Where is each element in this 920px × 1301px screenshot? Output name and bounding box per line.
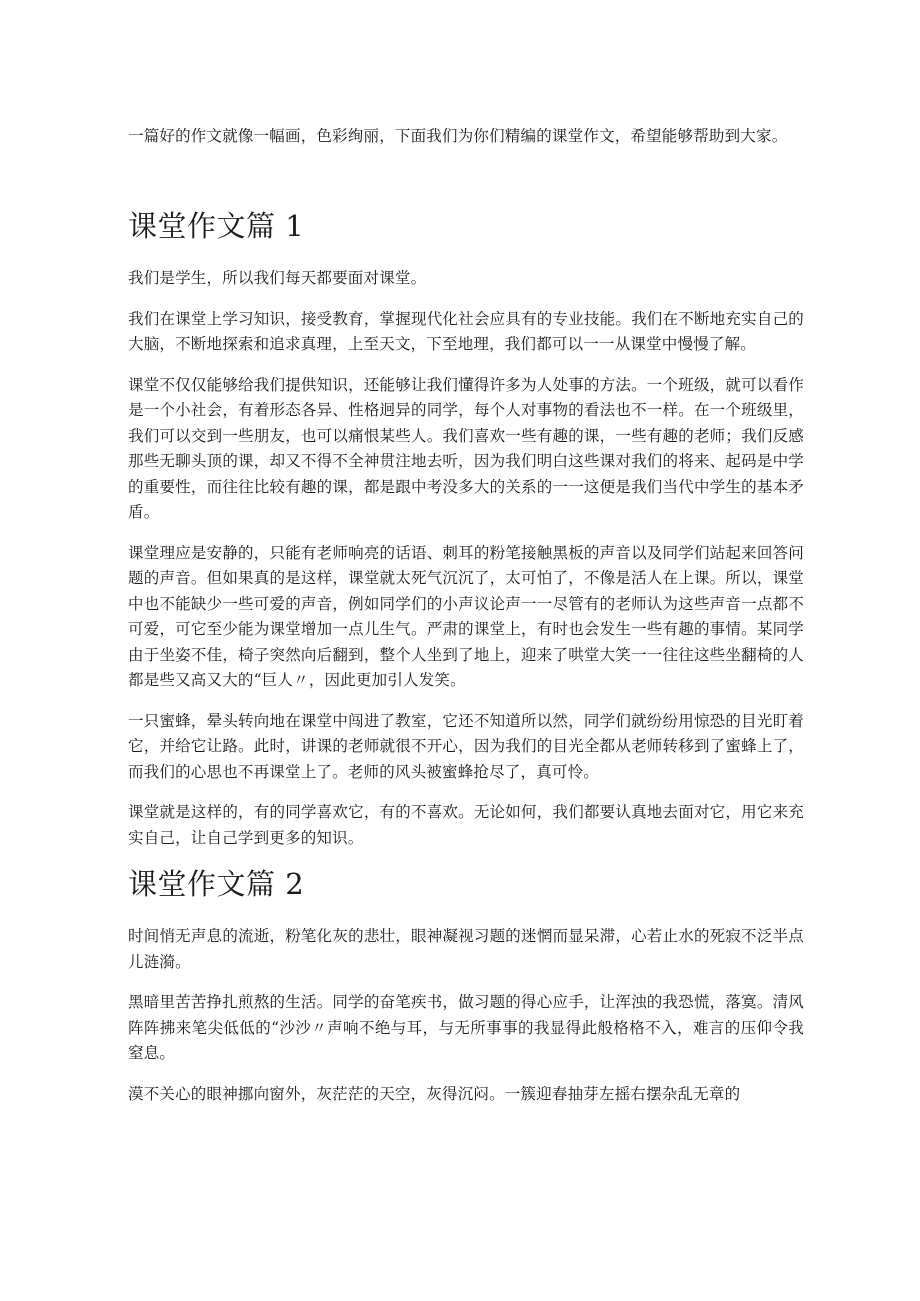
paragraph: 课堂就是这样的，有的同学喜欢它，有的不喜欢。无论如何，我们都要认真地去面对它，用它来充实自己，让自己学到更多的知识。 bbox=[128, 803, 804, 847]
essay-section-1 bbox=[128, 208, 804, 851]
intro-paragraph: 一篇好的作文就像一幅画，色彩绚丽，下面我们为你们精编的课堂作文，希望能够帮助到大家。 bbox=[128, 127, 788, 145]
paragraph: 黑暗里苦苦挣扎煎熬的生活。同学的奋笔疾书，做习题的得心应手，让浑浊的我恐慌，落寞。清风阵阵拂来笔尖低低的“沙沙〃声响不绝与耳，与无所事事的我显得此般格格不入，难言的压仰令我窒息。 bbox=[128, 993, 804, 1062]
essay-section-2 bbox=[128, 866, 804, 1107]
section-title: 课堂作文篇 2 bbox=[128, 867, 305, 901]
paragraph: 一只蜜蜂，晕头转向地在课堂中闯进了教室，它还不知道所以然，同学们就纷纷用惊恐的目光盯着它，并给它让路。此时，讲课的老师就很不开心，因为我们的目光全都从老师转移到了蜜蜂上了，而我们的心思也不再课堂上了。老师的风头被蜜蜂抢尽了，真可怜。 bbox=[128, 711, 804, 781]
paragraph: 时间悄无声息的流逝，粉笔化灰的悲壮，眼神凝视习题的迷惘而显呆滞，心若止水的死寂不泛半点儿涟漪。 bbox=[128, 927, 804, 971]
paragraph: 漠不关心的眼神挪向窗外，灰茫茫的天空，灰得沉闷。一簇迎春抽芽左摇右摆杂乱无章的 bbox=[128, 1084, 741, 1103]
document-page bbox=[128, 124, 804, 1122]
paragraph: 我们在课堂上学习知识，接受教育，掌握现代化社会应具有的专业技能。我们在不断地充实自己的大脑，不断地探索和追求真理，上至天文，下至地理，我们都可以一一从课堂中慢慢了解。 bbox=[128, 309, 804, 353]
paragraph: 课堂理应是安静的，只能有老师响亮的话语、刺耳的粉笔接触黑板的声音以及同学们站起来回答问题的声音。但如果真的是这样，课堂就太死气沉沉了，太可怕了，不像是活人在上课。所以，课堂中也不能缺少一些可爱的声音，例如同学们的小声议论声一一尽管有的老师认为这些声音一点都不可爱，可它至少能为课堂增加一点儿生气。严肃的课堂上，有时也会发生一些有趣的事情。某同学由于坐姿不佳，椅子突然向后翻到，整个人坐到了地上，迎来了哄堂大笑一一往往这些坐翻椅的人都是些又高又大的“巨人〃，因此更加引人发笑。 bbox=[128, 543, 804, 689]
paragraph: 我们是学生，所以我们每天都要面对课堂。 bbox=[128, 269, 427, 287]
section-title: 课堂作文篇 1 bbox=[128, 209, 305, 243]
paragraph: 课堂不仅仅能够给我们提供知识，还能够让我们懂得许多为人处事的方法。一个班级，就可以看作是一个小社会，有着形态各异、性格迥异的同学，每个人对事物的看法也不一样。在一个班级里，我们可以交到一些朋友，也可以痛恨某些人。我们喜欢一些有趣的课，一些有趣的老师；我们反感那些无聊头顶的课，却又不得不全神贯注地去听，因为我们明白这些课对我们的将来、起码是中学的重要性，而往往比较有趣的课，都是跟中考没多大的关系的一一这便是我们当代中学生的基本矛盾。 bbox=[128, 375, 804, 521]
